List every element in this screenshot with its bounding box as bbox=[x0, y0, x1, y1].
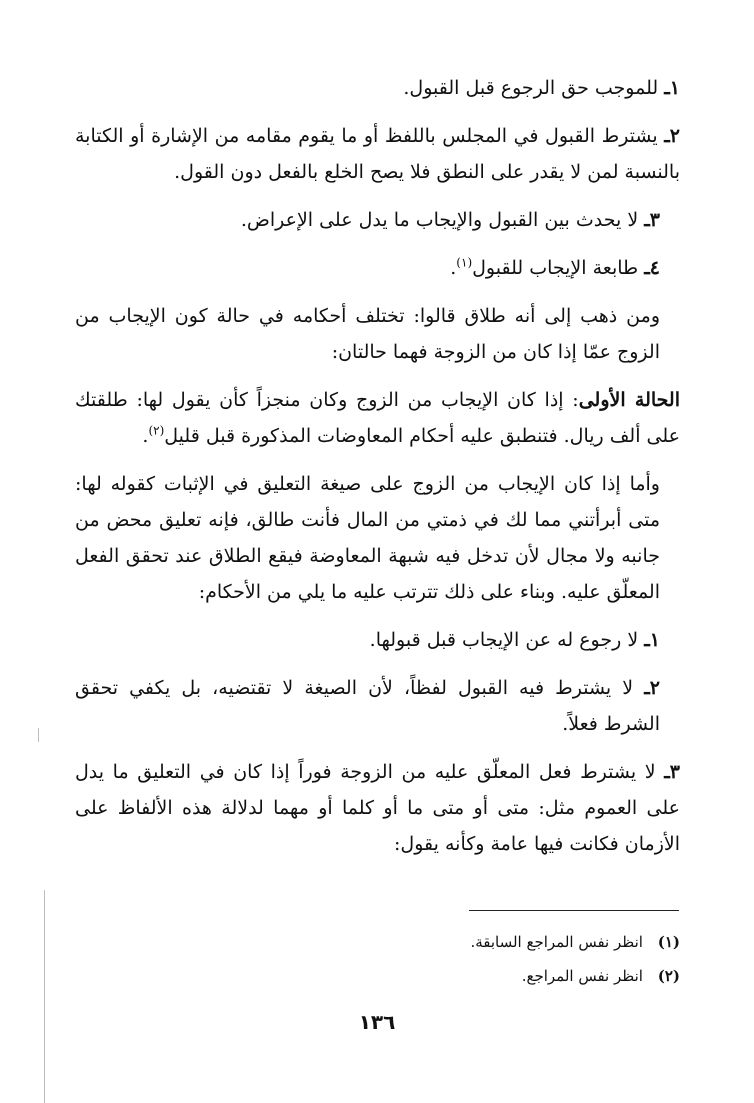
paragraph-conditional bbox=[75, 466, 680, 610]
page-body bbox=[75, 70, 680, 874]
item-number: ١ـ bbox=[644, 629, 660, 651]
paragraph-tail: . bbox=[142, 425, 149, 447]
paragraph-text: : إذا كان الإيجاب من الزوج وكان منجزاً كأن يقول لها: طلقتك على ألف ريال. فتنطبق عليه أحكام المعاوضات المذكورة قبل قليل bbox=[75, 389, 680, 447]
item-text: يشترط القبول في المجلس باللفظ أو ما يقوم مقامه من الإشارة أو الكتابة بالنسبة لمن لا يقدر على النطق فلا يصح الخلع بالفعل دون القول. bbox=[75, 125, 680, 183]
item-number: ٣ـ bbox=[664, 761, 680, 783]
list-item-5 bbox=[75, 622, 680, 658]
footnote-marker: (٢) bbox=[657, 967, 680, 985]
list-item-4 bbox=[75, 250, 680, 286]
footnote-text: انظر نفس المراجع السابقة. bbox=[470, 933, 643, 951]
paragraph-text: وأما إذا كان الإيجاب من الزوج على صيغة التعليق في الإثبات كقوله لها: متى أبرأتني مما لك في ذمتي من المال فأنت طالق، فإنه تعليق محض من جانبه ولا مجال لأن تدخل فيه شبهة المعاوضة فيقع الطلاق عند تحقق الفعل المعلّق عليه. وبناء على ذلك تترتب عليه ما يلي من الأحكام: bbox=[75, 473, 660, 603]
binding-edge-line bbox=[44, 890, 45, 1103]
list-item-1 bbox=[75, 70, 680, 106]
page-number: ١٣٦ bbox=[358, 1010, 396, 1034]
paragraph-intro bbox=[75, 298, 680, 370]
footnote-ref-1[interactable]: (١) bbox=[456, 255, 473, 270]
margin-mark bbox=[38, 728, 39, 742]
paragraph-case-one bbox=[75, 382, 680, 454]
item-text: لا يحدث بين القبول والإيجاب ما يدل على الإعراض. bbox=[240, 209, 639, 231]
item-text: للموجب حق الرجوع قبل القبول. bbox=[403, 77, 659, 99]
footnote-text: انظر نفس المراجع. bbox=[521, 967, 643, 985]
footnote-1 bbox=[75, 925, 680, 959]
list-item-3 bbox=[75, 202, 680, 238]
item-number: ٣ـ bbox=[644, 209, 660, 231]
item-number: ٢ـ bbox=[664, 125, 681, 147]
footnote-divider bbox=[469, 910, 679, 911]
item-text: لا يشترط فعل المعلّق عليه من الزوجة فوراً إذا كان في التعليق ما يدل على العموم مثل: متى أو متى ما أو كلما أو مهما لدلالة هذه الألفاظ على الأزمان فكانت فيها عامة وكأنه يقول: bbox=[75, 761, 681, 855]
item-number: ١ـ bbox=[664, 77, 680, 99]
case-heading: الحالة الأولى bbox=[578, 389, 680, 411]
paragraph-text: ومن ذهب إلى أنه طلاق قالوا: تختلف أحكامه في حالة كون الإيجاب من الزوج عمّا إذا كان من الزوجة فهما حالتان: bbox=[75, 305, 660, 363]
footnote-marker: (١) bbox=[657, 933, 680, 951]
item-number: ٤ـ bbox=[644, 257, 660, 279]
footnote-ref-2[interactable]: (٢) bbox=[148, 423, 165, 438]
footnotes bbox=[75, 925, 680, 993]
item-number: ٢ـ bbox=[644, 677, 660, 699]
footnote-2 bbox=[75, 959, 680, 993]
list-item-7 bbox=[75, 754, 680, 862]
item-text: طابعة الإيجاب للقبول bbox=[472, 257, 639, 279]
item-text: لا يشترط فيه القبول لفظاً، لأن الصيغة لا تقتضيه، بل يكفي تحقق الشرط فعلاً. bbox=[75, 677, 660, 735]
list-item-6 bbox=[75, 670, 680, 742]
item-tail: . bbox=[450, 257, 457, 279]
list-item-2 bbox=[75, 118, 680, 190]
item-text: لا رجوع له عن الإيجاب قبل قبولها. bbox=[369, 629, 639, 651]
